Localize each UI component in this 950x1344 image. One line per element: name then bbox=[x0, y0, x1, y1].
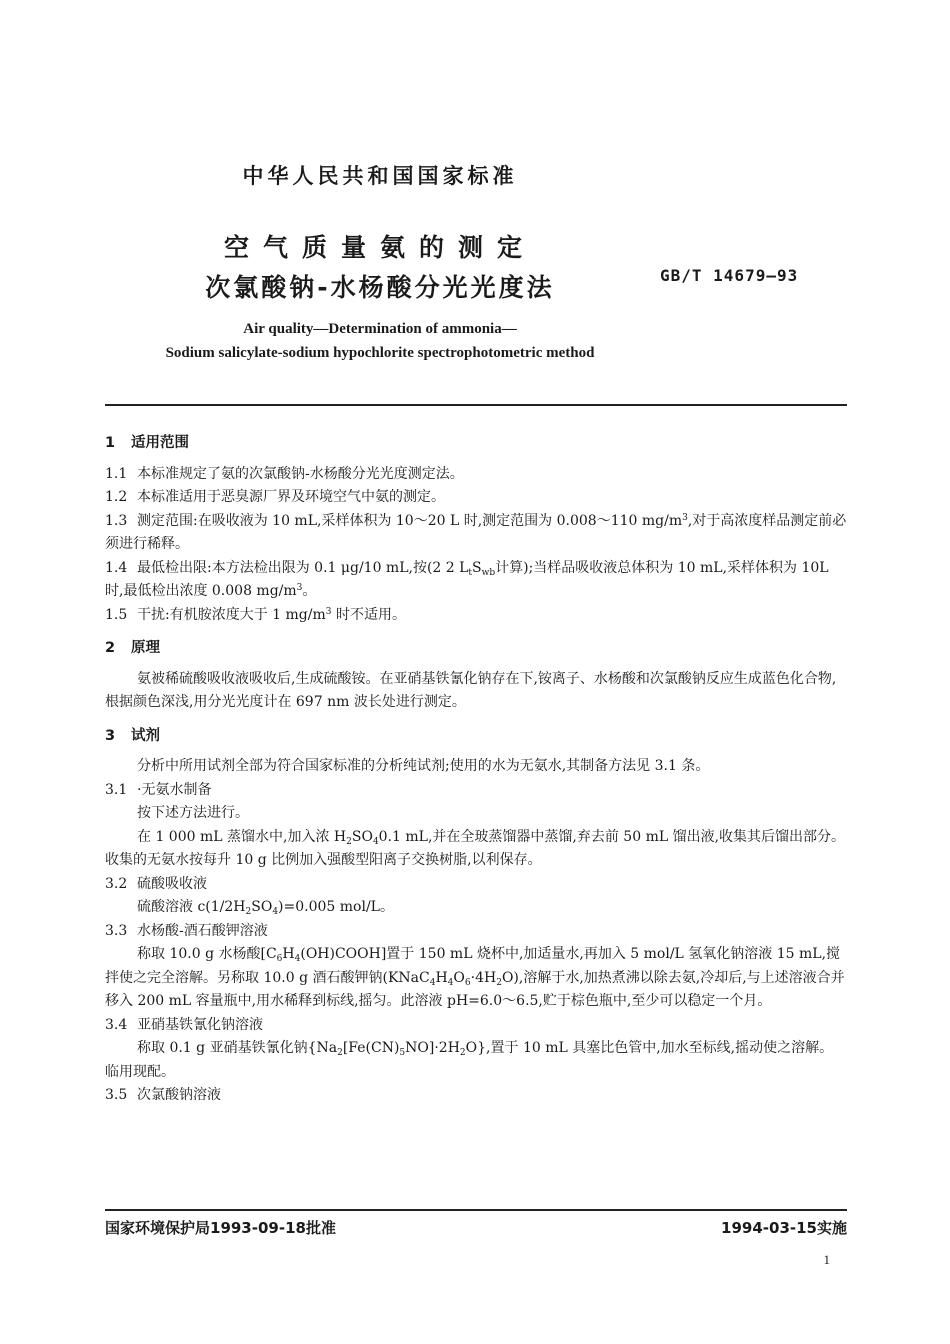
clause-number: 1.5 bbox=[105, 606, 128, 623]
text: (OH)COOH]置于 150 mL 烧杯中,加适量水,再加入 5 mol/L 氢氧化钠溶液 15 mL,搅拌使之完全溶解。另称取 10.0 g 酒石酸钾钠(KNaC bbox=[105, 946, 841, 986]
clause-3-1-p1: 按下述方法进行。 bbox=[137, 805, 249, 821]
clause-3-1-heading bbox=[105, 779, 847, 803]
clause-1-3 bbox=[105, 510, 847, 557]
clause-1-5 bbox=[105, 604, 847, 628]
approval-date: 国家环境保护局1993-09-18批准 bbox=[105, 1219, 336, 1237]
subscript: 5 bbox=[399, 1048, 406, 1058]
clause-number: 3.2 bbox=[105, 875, 128, 892]
subscript: 6 bbox=[276, 954, 283, 964]
header-divider bbox=[105, 404, 847, 406]
subscript: 6 bbox=[464, 977, 471, 988]
subscript: 2 bbox=[337, 1048, 343, 1058]
clause-number: 1.2 bbox=[105, 489, 128, 505]
text: SO bbox=[351, 828, 373, 845]
section-number: 2 bbox=[105, 640, 116, 656]
clause-text: 本标准规定了氨的次氯酸钠-水杨酸分光光度测定法。 bbox=[137, 465, 464, 482]
subscript: t bbox=[468, 567, 473, 578]
section-2-heading bbox=[105, 637, 847, 661]
text: H bbox=[282, 946, 295, 962]
clause-1-4 bbox=[105, 557, 847, 604]
section-title: 适用范围 bbox=[131, 435, 189, 451]
text: NO]·2H bbox=[405, 1040, 460, 1056]
text: ·4H bbox=[470, 969, 497, 986]
implementation-date: 1994-03-15实施 bbox=[721, 1219, 847, 1237]
clause-number: 3.1 bbox=[105, 781, 128, 798]
clause-title: 水杨酸-酒石酸钾溶液 bbox=[137, 922, 268, 939]
subscript: 2 bbox=[496, 977, 502, 988]
national-standard-heading: 中华人民共和国国家标准 bbox=[242, 164, 518, 188]
clause-number: 1.1 bbox=[105, 465, 128, 482]
section-title: 试剂 bbox=[131, 727, 160, 744]
title-en-line1: Air quality—Determination of ammonia— bbox=[243, 321, 517, 337]
clause-title: 硫酸吸收液 bbox=[137, 875, 207, 892]
clause-1-2 bbox=[105, 486, 847, 510]
footer-divider bbox=[105, 1209, 847, 1211]
subscript: 4 bbox=[429, 977, 436, 988]
subscript: 2 bbox=[245, 907, 252, 917]
clause-3-4-p bbox=[105, 1037, 847, 1084]
text: SO bbox=[251, 899, 273, 915]
superscript: 3 bbox=[682, 512, 688, 523]
reagents-paragraph: 分析中所用试剂全部为符合国家标准的分析纯试剂;使用的水为无氨水,其制备方法见 3.1 条。 bbox=[137, 758, 710, 774]
clause-text: S bbox=[472, 559, 482, 576]
subscript: 4 bbox=[294, 954, 301, 964]
clause-3-3-p bbox=[105, 943, 847, 1014]
clause-3-2-p bbox=[105, 896, 847, 920]
clause-number: 3.5 bbox=[105, 1087, 128, 1103]
superscript: 3 bbox=[325, 606, 332, 617]
subscript: 2 bbox=[346, 836, 352, 847]
clause-3-3-heading bbox=[105, 920, 847, 944]
clause-1-1 bbox=[105, 463, 847, 487]
text: 称取 0.1 g 亚硝基铁氰化钠{Na bbox=[137, 1040, 338, 1056]
page-number: 1 bbox=[823, 1252, 830, 1267]
principle-paragraph: 氨被稀硫酸吸收液吸收后,生成硫酸铵。在亚硝基铁氰化钠存在下,铵离子、水杨酸和次氯酸钠反应生成蓝色化合物,根据颜色深浅,用分光光度计在 697 nm 波长处进行测定。 bbox=[105, 670, 837, 710]
clause-3-5-heading bbox=[105, 1084, 847, 1108]
text: O},置于 10 mL 具塞比色管中,加水至标线,摇动使之溶解。临用现配。 bbox=[105, 1040, 834, 1080]
clause-text: 本标准适用于恶臭源厂界及环境空气中氨的测定。 bbox=[137, 489, 445, 505]
clause-number: 3.3 bbox=[105, 922, 128, 939]
title-cn-line1: 空气质量氨的测定 bbox=[223, 233, 536, 262]
clause-title: 次氯酸钠溶液 bbox=[137, 1087, 221, 1103]
subscript: 4 bbox=[447, 977, 454, 988]
standard-code: GB/T 14679—93 bbox=[660, 266, 799, 285]
clause-text: ,对于高浓度样品测定前必须进行稀释。 bbox=[105, 512, 847, 552]
text: 硫酸溶液 c(1/2H bbox=[137, 899, 246, 915]
superscript: 3 bbox=[296, 583, 303, 593]
clause-number: 1.4 bbox=[105, 559, 128, 576]
section-1-heading bbox=[105, 432, 847, 456]
subscript: 4 bbox=[372, 836, 379, 847]
clause-3-2-heading bbox=[105, 873, 847, 897]
clause-3-4-heading bbox=[105, 1014, 847, 1038]
clause-text: 。 bbox=[302, 583, 317, 599]
clause-title: 亚硝基铁氰化钠溶液 bbox=[137, 1016, 263, 1033]
text: O),溶解于水,加热煮沸以除去氨,冷却后,与上述溶液合并移入 200 mL 容量瓶中,用水稀释到标线,摇匀。此溶液 pH=6.0～6.5,贮于棕色瓶中,至少可以稳定一个月。 bbox=[105, 969, 845, 1009]
clause-text: 时不适用。 bbox=[331, 606, 406, 623]
text: 0.1 mL,并在全玻蒸馏器中蒸馏,弃去前 50 mL 馏出液,收集其后馏出部分。收集的无氨水按每升 10 g 比例加入强酸型阳离子交换树脂,以利保存。 bbox=[105, 828, 846, 868]
section-title: 原理 bbox=[131, 640, 160, 656]
clause-text: 最低检出限:本方法检出限为 0.1 μg/10 mL,按(2 2 L bbox=[137, 559, 469, 576]
clause-3-1-p2 bbox=[105, 826, 847, 873]
subscript: 4 bbox=[272, 907, 279, 917]
subscript: 2 bbox=[459, 1048, 466, 1058]
clause-text: 计算);当样品吸收液总体积为 10 mL,采样体积为 10L 时,最低检出浓度 0.008 mg/m bbox=[105, 559, 829, 599]
document-body bbox=[105, 432, 847, 1108]
text: [Fe(CN) bbox=[342, 1040, 400, 1056]
text: H bbox=[435, 969, 448, 986]
section-number: 1 bbox=[105, 435, 116, 451]
section-3-heading bbox=[105, 725, 847, 749]
clause-number: 1.3 bbox=[105, 512, 128, 529]
clause-text: 测定范围:在吸收液为 10 mL,采样体积为 10～20 L 时,测定范围为 0.008～110 mg/m bbox=[137, 512, 683, 529]
text: 在 1 000 mL 蒸馏水中,加入浓 H bbox=[137, 828, 347, 845]
subscript: wb bbox=[481, 567, 496, 578]
clause-number: 3.4 bbox=[105, 1016, 128, 1033]
text: O bbox=[453, 969, 465, 986]
text: )=0.005 mol/L。 bbox=[278, 899, 394, 915]
title-cn-line2: 次氯酸钠-水杨酸分光光度法 bbox=[205, 273, 555, 302]
clause-text: 干扰:有机胺浓度大于 1 mg/m bbox=[137, 606, 326, 623]
title-en-line2: Sodium salicylate-sodium hypochlorite spectrophotometric method bbox=[165, 345, 595, 361]
clause-title: ·无氨水制备 bbox=[137, 781, 212, 798]
text: 称取 10.0 g 水杨酸[C bbox=[137, 946, 277, 962]
section-number: 3 bbox=[105, 727, 116, 744]
